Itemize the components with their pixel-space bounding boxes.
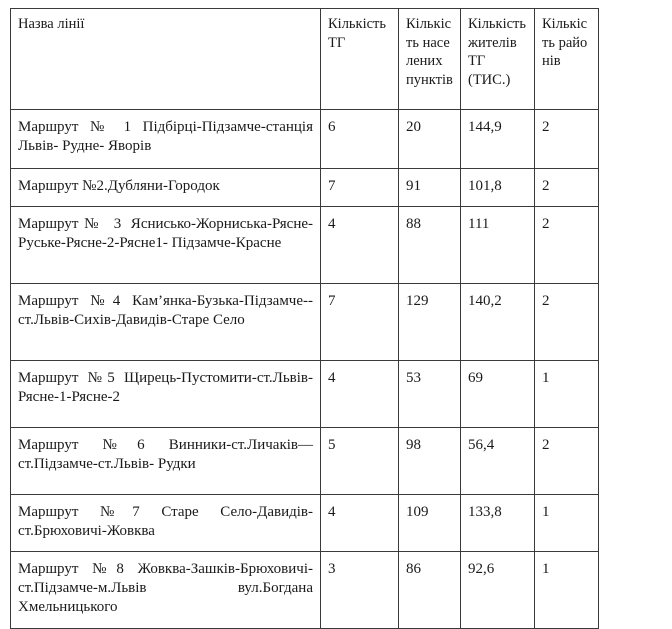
districts-count: 2 [535,428,599,495]
header-line-name: Назва лінії [11,9,321,110]
header-settlements-count: Кількість населених пунктів [399,9,461,110]
table-row [11,495,599,552]
residents-count: 101,8 [461,169,535,207]
districts-count: 1 [535,361,599,428]
table-row [11,110,599,169]
route-name: Маршрут №7 Старе Село-Давидів-ст.Брюховичі-Жовква [11,495,321,552]
settlements-count: 109 [399,495,461,552]
route-name: Маршрут №4 Кам’янка-Бузька-Підзамче--ст.Львів-Сихів-Давидів-Старе Село [11,284,321,361]
tg-count: 4 [321,495,399,552]
districts-count: 2 [535,284,599,361]
residents-count: 92,6 [461,552,535,629]
header-residents-count: Кількість жителів ТГ (ТИС.) [461,9,535,110]
route-name: Маршрут№ 3 Яснисько-Жорниська-Рясне-Руське-Рясне-2-Рясне1- Підзамче-Красне [11,207,321,284]
header-tg-count: Кількість ТГ [321,9,399,110]
districts-count: 1 [535,495,599,552]
routes-table [10,8,599,629]
table-row [11,207,599,284]
residents-count: 133,8 [461,495,535,552]
route-name: Маршрут № 1 Підбірці-Підзамче-станція Львів- Рудне- Яворів [11,110,321,169]
header-districts-count: Кількість районів [535,9,599,110]
table-row [11,169,599,207]
residents-count: 144,9 [461,110,535,169]
residents-count: 56,4 [461,428,535,495]
tg-count: 7 [321,284,399,361]
districts-count: 2 [535,169,599,207]
table-header-row [11,9,599,110]
settlements-count: 98 [399,428,461,495]
route-name: Маршрут №2.Дубляни-Городок [11,169,321,207]
residents-count: 111 [461,207,535,284]
settlements-count: 53 [399,361,461,428]
districts-count: 2 [535,207,599,284]
table-row [11,428,599,495]
table-row [11,284,599,361]
residents-count: 140,2 [461,284,535,361]
settlements-count: 88 [399,207,461,284]
settlements-count: 129 [399,284,461,361]
table-row [11,552,599,629]
settlements-count: 91 [399,169,461,207]
tg-count: 6 [321,110,399,169]
tg-count: 4 [321,361,399,428]
tg-count: 3 [321,552,399,629]
districts-count: 1 [535,552,599,629]
route-name: Маршрут №8 Жовква-Зашків-Брюховичі-ст.Підзамче-м.Львів вул.Богдана Хмельницького [11,552,321,629]
route-name: Маршрут №6 Винники-ст.Личаків—ст.Підзамче-ст.Львів- Рудки [11,428,321,495]
settlements-count: 20 [399,110,461,169]
settlements-count: 86 [399,552,461,629]
tg-count: 5 [321,428,399,495]
districts-count: 2 [535,110,599,169]
tg-count: 4 [321,207,399,284]
route-name: Маршрут №5 Щирець-Пустомити-ст.Львів-Рясне-1-Рясне-2 [11,361,321,428]
table-row [11,361,599,428]
tg-count: 7 [321,169,399,207]
residents-count: 69 [461,361,535,428]
